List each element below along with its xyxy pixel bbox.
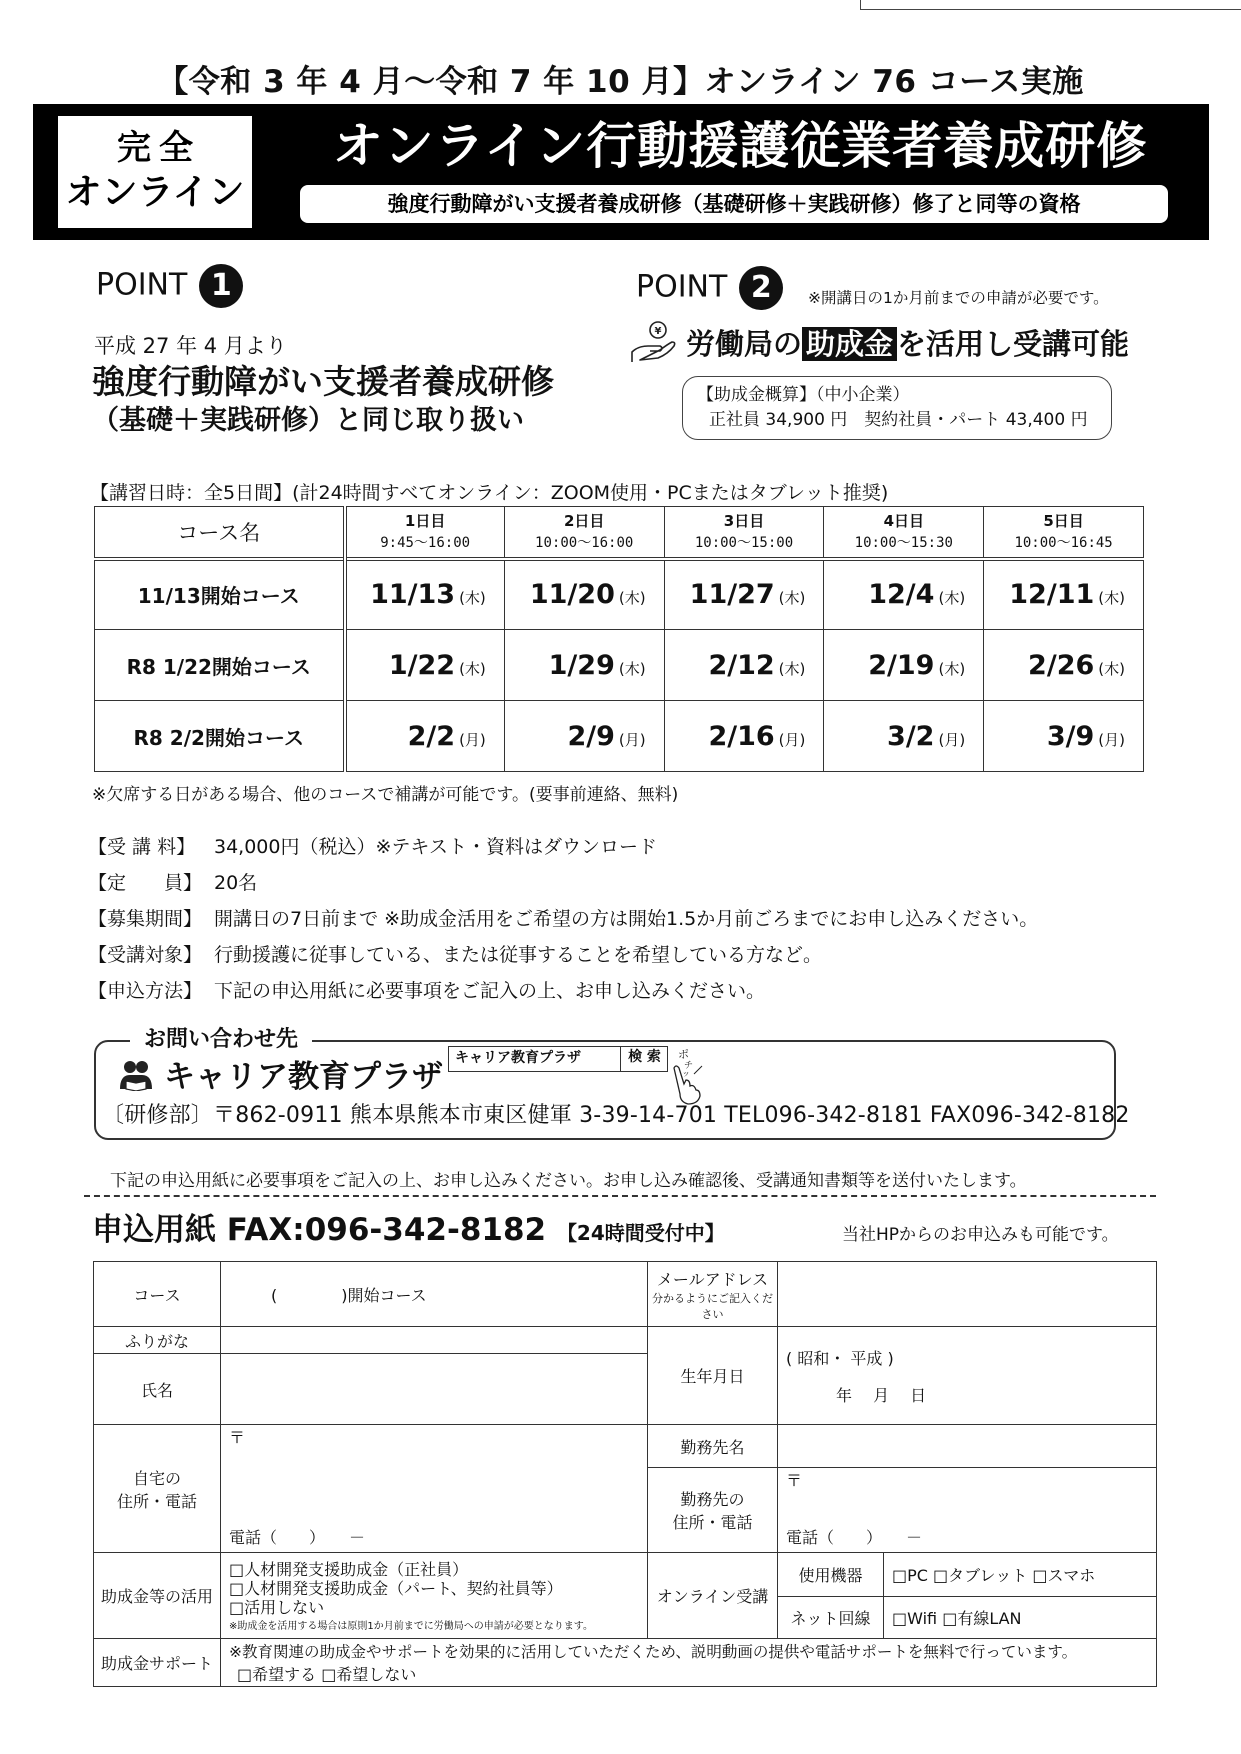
course-name: 11/13開始コース [95, 559, 345, 630]
date-cell: 1/22 (木) [345, 630, 505, 701]
birth-field[interactable]: ( 昭和・ 平成 ) 年 月 日 [778, 1327, 1157, 1425]
search-input[interactable]: キャリア教育プラザ [448, 1046, 668, 1072]
header-day-1: 1日目 9:45～16:00 [345, 507, 505, 559]
date-cell: 11/20 (木) [504, 559, 664, 630]
schedule-caption: 【講習日時：全5日間】(計24時間すべてオンライン：ZOOM使用・PCまたはタブレット推奨) [90, 482, 889, 504]
date-cell: 2/19 (木) [824, 630, 984, 701]
point1-number-icon: 1 [199, 264, 243, 308]
subsidy-note: ※助成金を活用する場合は原則1か月前までに労働局への申請が必要となります。 [229, 1620, 593, 1632]
date-cell: 2/2 (月) [345, 701, 505, 772]
schedule-note: ※欠席する日がある場合、他のコースで補講が可能です。(要事前連絡、無料) [92, 785, 679, 805]
date-cell: 1/29 (木) [504, 630, 664, 701]
hand-yen-coin-icon [628, 318, 678, 368]
work-name-label: 勤務先名 [648, 1425, 778, 1468]
fully-online-badge [58, 116, 252, 228]
form-intro: 下記の申込用紙に必要事項をご記入の上、お申し込みください。お申し込み確認後、受講通知書類等を送付いたします。 [110, 1171, 1027, 1191]
cut-line-divider [84, 1195, 1156, 1197]
course-name: R8 1/22開始コース [95, 630, 345, 701]
course-field[interactable]: ( )開始コース [221, 1262, 648, 1327]
subsidy-usage-label: 助成金等の活用 [94, 1553, 221, 1639]
subsidy-option-parttime[interactable]: □人材開発支援助成金（パート、契約社員等） [229, 1578, 563, 1598]
point1-title: 強度行動障がい支援者養成研修 [92, 362, 554, 401]
email-field[interactable] [778, 1262, 1157, 1327]
subsidy-highlight: 助成金 [802, 327, 897, 361]
search-button[interactable]: 検 索 [620, 1046, 668, 1072]
point2-title: 労働局の 助成金 を活用し受講可能 [686, 327, 1130, 361]
header-course: コース名 [95, 507, 345, 559]
info-target: 【受講対象】 行動援護に従事している、または従事することを希望している方など。 [88, 944, 823, 966]
home-address-field[interactable]: 〒 電話（ ） － [221, 1425, 648, 1553]
svg-text:ッ: ッ [682, 1069, 690, 1078]
device-label: 使用機器 [778, 1553, 884, 1597]
header-day-4: 4日目 10:00～15:30 [824, 507, 984, 559]
period-title: 【令和 3 年 4 月～令和 7 年 10 月】オンライン 76 コース実施 [157, 64, 1084, 100]
pointing-finger-icon [672, 1046, 712, 1106]
svg-text:チ: チ [684, 1061, 694, 1071]
date-cell: 12/11 (木) [984, 559, 1144, 630]
date-cell: 2/9 (月) [504, 701, 664, 772]
subsidy-estimate-box [682, 376, 1112, 440]
header-day-5: 5日目 10:00～16:45 [984, 507, 1144, 559]
work-name-field[interactable] [778, 1425, 1157, 1468]
form-title: 申込用紙 FAX:096-342-8182 【24時間受付中】 [92, 1212, 725, 1248]
support-options[interactable]: □希望する □希望しない [237, 1665, 417, 1684]
svg-text:¥: ¥ [654, 326, 662, 337]
info-method: 【申込方法】 下記の申込用紙に必要事項をご記入の上、お申し込みください。 [88, 980, 766, 1002]
email-label: メールアドレス 分かるようにご記入ください [648, 1262, 778, 1327]
table-row [95, 701, 1144, 772]
header-day-2: 2日目 10:00～16:00 [504, 507, 664, 559]
application-form [93, 1261, 1157, 1687]
support-label: 助成金サポート [94, 1639, 221, 1687]
support-field [221, 1639, 1157, 1687]
info-capacity: 【定 員】 20名 [88, 872, 258, 894]
schedule-header-row [95, 507, 1144, 559]
furigana-label: ふりがな [94, 1327, 221, 1354]
subsidy-estimate-amounts: 正社員 34,900 円 契約社員・パート 43,400 円 [709, 410, 1088, 430]
subsidy-usage-field[interactable] [221, 1553, 648, 1639]
date-cell: 11/27 (木) [664, 559, 824, 630]
badge-line2: オンライン [65, 172, 245, 213]
course-label: コース [94, 1262, 221, 1327]
main-subtitle: 強度行動障がい支援者養成研修（基礎研修＋実践研修）修了と同等の資格 [300, 185, 1168, 223]
home-address-label: 自宅の 住所・電話 [94, 1425, 221, 1553]
badge-line1: 完全 [117, 128, 201, 168]
course-name: R8 2/2開始コース [95, 701, 345, 772]
info-recruitment: 【募集期間】 開講日の7日前まで ※助成金活用をご希望の方は開始1.5か月前ごろまでにお申し込みください。 [88, 908, 1039, 930]
subsidy-option-none[interactable]: □活用しない [229, 1597, 325, 1617]
date-cell: 3/2 (月) [824, 701, 984, 772]
info-fee: 【受 講 料】 34,000円（税込）※テキスト・資料はダウンロード [88, 836, 658, 858]
people-book-icon [118, 1059, 156, 1091]
svg-text:ポ: ポ [678, 1048, 689, 1061]
date-cell: 11/13 (木) [345, 559, 505, 630]
header-day-3: 3日目 10:00～15:00 [664, 507, 824, 559]
point1-label: POINT [96, 267, 188, 303]
contact-address: 〔研修部〕〒862-0911 熊本県熊本市東区健軍 3-39-14-701 TEL096-342-8181 FAX096-342-8182 [102, 1103, 1130, 1128]
work-address-field[interactable]: 〒 電話（ ） － [778, 1468, 1157, 1553]
point2-number-icon: 2 [739, 266, 783, 310]
network-options[interactable]: □Wifi □有線LAN [884, 1597, 1157, 1639]
point2-note: ※開講日の1か月前までの申請が必要です。 [808, 289, 1109, 307]
table-row [95, 630, 1144, 701]
corner-frame [860, 0, 1241, 10]
point2-label: POINT [636, 269, 728, 305]
main-title: オンライン行動援護従業者養成研修 [332, 117, 1148, 175]
support-text: ※教育関連の助成金やサポートを効果的に活用していただくため、説明動画の提供や電話サポートを無料で行っています。 [229, 1643, 1078, 1661]
device-options[interactable]: □PC □タブレット □スマホ [884, 1553, 1157, 1597]
network-label: ネット回線 [778, 1597, 884, 1639]
point1-heading [96, 264, 243, 308]
point1-subtitle: （基礎＋実践研修）と同じ取り扱い [92, 405, 524, 436]
schedule-table [94, 506, 1144, 772]
name-field[interactable] [221, 1354, 648, 1425]
date-cell: 2/16 (月) [664, 701, 824, 772]
form-hp-note: 当社HPからのお申込みも可能です。 [842, 1225, 1119, 1245]
form-title-note: 【24時間受付中】 [556, 1221, 725, 1245]
work-address-label: 勤務先の 住所・電話 [648, 1468, 778, 1553]
furigana-field[interactable] [221, 1327, 648, 1354]
online-label: オンライン受講 [648, 1553, 778, 1639]
date-cell: 12/4 (木) [824, 559, 984, 630]
subsidy-option-fulltime[interactable]: □人材開発支援助成金（正社員） [229, 1559, 469, 1579]
brand-name: キャリア教育プラザ [118, 1056, 443, 1098]
date-cell: 2/26 (木) [984, 630, 1144, 701]
point1-since: 平成 27 年 4 月より [94, 334, 287, 358]
birth-label: 生年月日 [648, 1327, 778, 1425]
name-label: 氏名 [94, 1354, 221, 1425]
contact-label: お問い合わせ先 [130, 1022, 312, 1053]
point2-heading [636, 266, 783, 310]
date-cell: 3/9 (月) [984, 701, 1144, 772]
table-row [95, 559, 1144, 630]
date-cell: 2/12 (木) [664, 630, 824, 701]
subsidy-estimate-heading: 【助成金概算】（中小企業） [697, 385, 910, 405]
